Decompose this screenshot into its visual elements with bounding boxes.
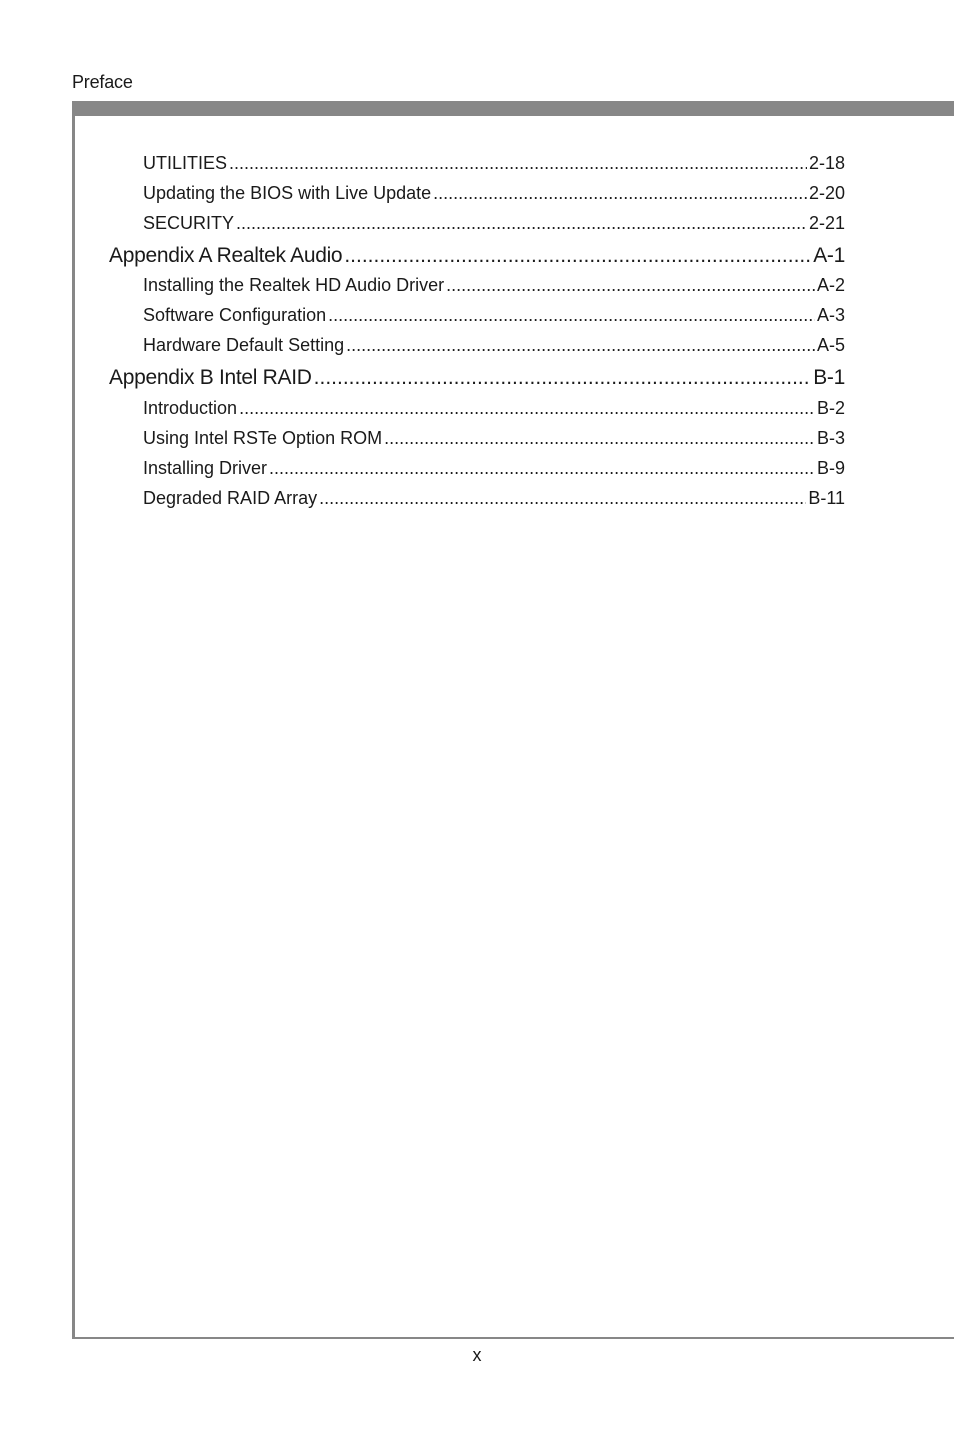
toc-entry-installing-driver[interactable] — [143, 456, 845, 480]
toc-dot-leader — [314, 364, 812, 392]
toc-dot-leader — [446, 273, 815, 297]
toc-dot-leader — [344, 242, 811, 270]
toc-entry-introduction[interactable] — [143, 396, 845, 420]
toc-dot-leader — [236, 211, 807, 235]
toc-entry-page: 2-21 — [808, 213, 845, 233]
toc-entry-title: Appendix A Realtek Audio — [109, 244, 343, 267]
page-number: x — [472, 1345, 482, 1365]
toc-entry-title: Installing the Realtek HD Audio Driver — [143, 275, 445, 295]
toc-entry-page: 2-18 — [808, 153, 845, 173]
toc-entry-title: Installing Driver — [143, 458, 268, 478]
toc-dot-leader — [319, 486, 806, 510]
toc-entry-title: Software Configuration — [143, 305, 327, 325]
toc-dot-leader — [239, 396, 815, 420]
toc-entry-appendix-a[interactable] — [109, 242, 845, 270]
toc-entry-appendix-b[interactable] — [109, 364, 845, 392]
toc-entry-title: Hardware Default Setting — [143, 335, 345, 355]
toc-entry-page: A-5 — [816, 335, 845, 355]
toc-entry-page: B-9 — [816, 458, 845, 478]
header-bar — [72, 101, 954, 116]
toc-entry-page: 2-20 — [808, 183, 845, 203]
toc-dot-leader — [229, 151, 807, 175]
toc-entry-title: Appendix B Intel RAID — [109, 366, 312, 389]
toc-entry-title: SECURITY — [143, 213, 235, 233]
toc-entry-title: Degraded RAID Array — [143, 488, 318, 508]
toc-entry-page: A-1 — [813, 244, 845, 267]
toc-entry-title: UTILITIES — [143, 153, 228, 173]
toc-entry-page: B-1 — [813, 366, 845, 389]
toc-entry-security[interactable] — [143, 211, 845, 235]
toc-entry-hardware-default-setting[interactable] — [143, 333, 845, 357]
toc-entry-page: B-11 — [808, 488, 845, 508]
toc-entry-page: A-2 — [816, 275, 845, 295]
toc-entry-page: A-3 — [816, 305, 845, 325]
toc-dot-leader — [433, 181, 807, 205]
toc-dot-leader — [384, 426, 815, 450]
toc-entry-title: Introduction — [143, 398, 238, 418]
section-header: Preface — [72, 72, 133, 92]
toc-dot-leader — [346, 333, 815, 357]
toc-entry-installing-realtek-driver[interactable] — [143, 273, 845, 297]
toc-entry-page: B-2 — [816, 398, 845, 418]
toc-dot-leader — [328, 303, 815, 327]
toc-entry-utilities[interactable] — [143, 151, 845, 175]
toc-entry-title: Using Intel RSTe Option ROM — [143, 428, 383, 448]
left-border-rule — [72, 101, 75, 1339]
bottom-border-rule — [72, 1337, 954, 1339]
toc-dot-leader — [269, 456, 815, 480]
toc-entry-title: Updating the BIOS with Live Update — [143, 183, 432, 203]
toc-entry-updating-bios[interactable] — [143, 181, 845, 205]
toc-entry-software-configuration[interactable] — [143, 303, 845, 327]
toc-entry-using-intel-rste[interactable] — [143, 426, 845, 450]
toc-entry-degraded-raid-array[interactable] — [143, 486, 845, 510]
toc-entry-page: B-3 — [816, 428, 845, 448]
